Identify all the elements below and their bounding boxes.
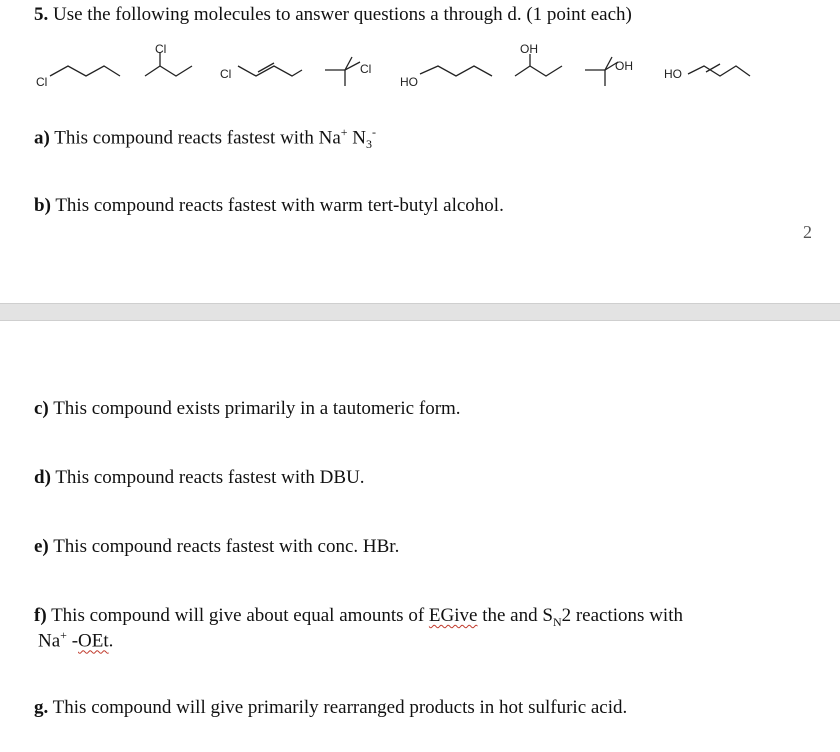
item-f-text3: 2 reactions with [561, 605, 683, 626]
item-g-label: g. [34, 697, 49, 718]
item-f-text1: This compound will give about equal amounts of [51, 605, 429, 626]
item-f-na: Na [38, 630, 61, 652]
spelling-error-oet[interactable]: OEt [78, 630, 109, 652]
spelling-error-word[interactable]: EGive [428, 605, 478, 626]
molecule-7-skeleton [585, 62, 618, 70]
item-c-label: c) [34, 398, 49, 419]
page-number: 2 [803, 222, 812, 242]
item-b-label: b) [34, 195, 51, 216]
item-f-period: . [108, 630, 114, 652]
item-a-sub1: 3 [366, 137, 373, 152]
item-g-text: This compound will give primarily rearranged products in hot sulfuric acid. [52, 697, 628, 718]
molecule-6-label: OH [520, 42, 538, 56]
molecule-8-skeleton [688, 66, 750, 76]
item-c-text: This compound exists primarily in a tautomeric form. [53, 398, 461, 419]
question-number: 5. [34, 4, 49, 25]
question-text: Use the following molecules to answer questions a through d. (1 point each) [53, 4, 632, 25]
molecule-8-label: HO [664, 67, 682, 81]
molecule-5-label: HO [400, 75, 418, 89]
item-d-text: This compound reacts fastest with DBU. [55, 467, 365, 488]
molecule-1-skeleton [50, 66, 120, 76]
molecule-6-skeleton [515, 66, 562, 76]
molecule-structures [0, 40, 840, 100]
page-gap [0, 303, 840, 321]
item-a-label: a) [34, 127, 50, 149]
molecule-3-skeleton [238, 66, 302, 76]
item-g [34, 697, 627, 719]
item-a-text: This compound reacts fastest with Na [54, 127, 341, 149]
page-1 [0, 0, 840, 303]
item-e-label: e) [34, 536, 49, 557]
item-f-text2: the and S [477, 605, 553, 626]
item-b-text: This compound reacts fastest with warm tert-butyl alcohol. [55, 195, 504, 216]
item-a-mid: N [347, 127, 367, 149]
molecule-7-label: OH [615, 59, 633, 73]
molecule-2-label: Cl [155, 42, 167, 56]
item-e [34, 536, 399, 558]
item-a [34, 125, 376, 152]
item-d [34, 467, 365, 489]
molecule-5-skeleton [420, 66, 492, 76]
item-f-sup: + [60, 628, 67, 642]
molecule-4-label: Cl [360, 62, 372, 76]
item-f-minus: - [66, 630, 79, 652]
page-2 [0, 321, 840, 752]
item-f-sub: N [552, 614, 562, 629]
item-d-label: d) [34, 467, 51, 488]
item-f-line2 [38, 628, 113, 652]
item-a-sup2: - [372, 125, 377, 139]
molecule-3-label: Cl [220, 67, 232, 81]
molecule-2-skeleton [145, 66, 192, 76]
question-heading [34, 4, 632, 26]
item-f-line1 [34, 605, 683, 630]
molecule-4-skeleton [325, 62, 360, 70]
item-f-label: f) [34, 605, 47, 626]
molecule-1-label: Cl [36, 75, 48, 89]
item-c [34, 398, 461, 420]
item-e-text: This compound reacts fastest with conc. HBr. [53, 536, 400, 557]
item-a-sup1: + [340, 125, 348, 139]
item-b [34, 195, 504, 217]
